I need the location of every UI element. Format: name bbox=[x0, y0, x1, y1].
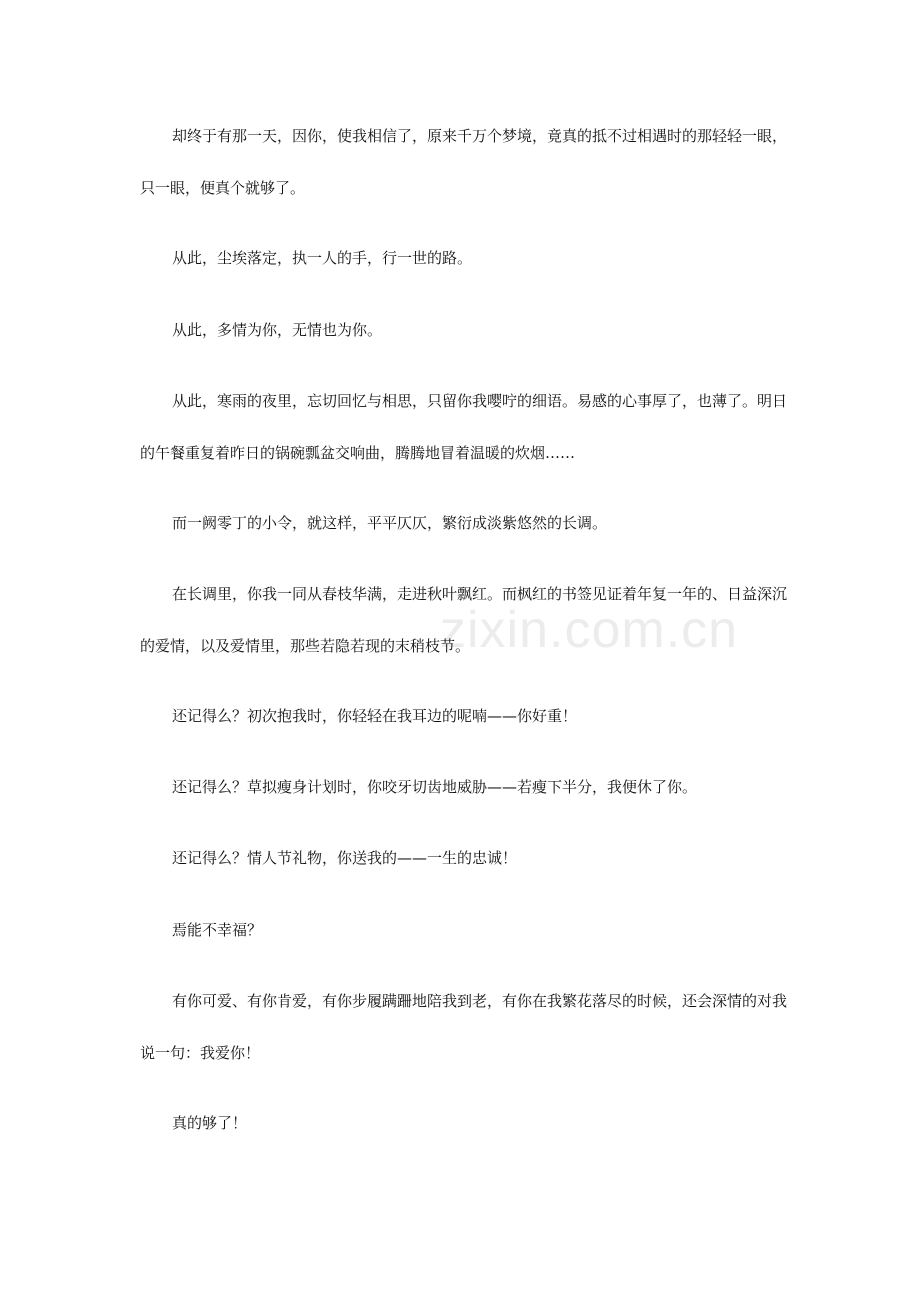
paragraph-8: 还记得么？草拟瘦身计划时，你咬牙切齿地威胁——若瘦下半分，我便休了你。 bbox=[172, 778, 698, 796]
paragraph-2: 从此，尘埃落定，执一人的手，行一世的路。 bbox=[172, 249, 473, 267]
paragraph-7: 还记得么？初次抱我时，你轻轻在我耳边的呢喃——你好重！ bbox=[172, 707, 578, 725]
watermark: zixin.com.cn bbox=[440, 601, 739, 659]
paragraph-3: 从此，多情为你，无情也为你。 bbox=[172, 321, 383, 339]
paragraph-5: 而一阙零丁的小令，就这样，平平仄仄，繁衍成淡紫悠然的长调。 bbox=[172, 514, 608, 532]
paragraph-6: 在长调里，你我一同从春枝华满，走进秋叶飘红。而枫红的书签见证着年复一年的、日益深沉的爱情，以及爱情里，那些若隐若现的末稍枝节。 bbox=[140, 585, 788, 655]
paragraph-11: 有你可爱、有你肯爱，有你步履蹒跚地陪我到老，有你在我繁花落尽的时候，还会深情的对我说一句：我爱你！ bbox=[140, 992, 788, 1062]
paragraph-4: 从此，寒雨的夜里，忘切回忆与相思，只留你我嘤咛的细语。易感的心事厚了，也薄了。明日的午餐重复着昨日的锅碗瓢盆交响曲，腾腾地冒着温暖的炊烟…… bbox=[140, 392, 788, 462]
paragraph-12: 真的够了！ bbox=[172, 1114, 248, 1132]
paragraph-1: 却终于有那一天，因你，使我相信了，原来千万个梦境，竟真的抵不过相遇时的那轻轻一眼，只一眼，便真个就够了。 bbox=[140, 127, 788, 197]
paragraph-10: 焉能不幸福？ bbox=[172, 921, 263, 939]
paragraph-9: 还记得么？情人节礼物，你送我的——一生的忠诚！ bbox=[172, 849, 518, 867]
